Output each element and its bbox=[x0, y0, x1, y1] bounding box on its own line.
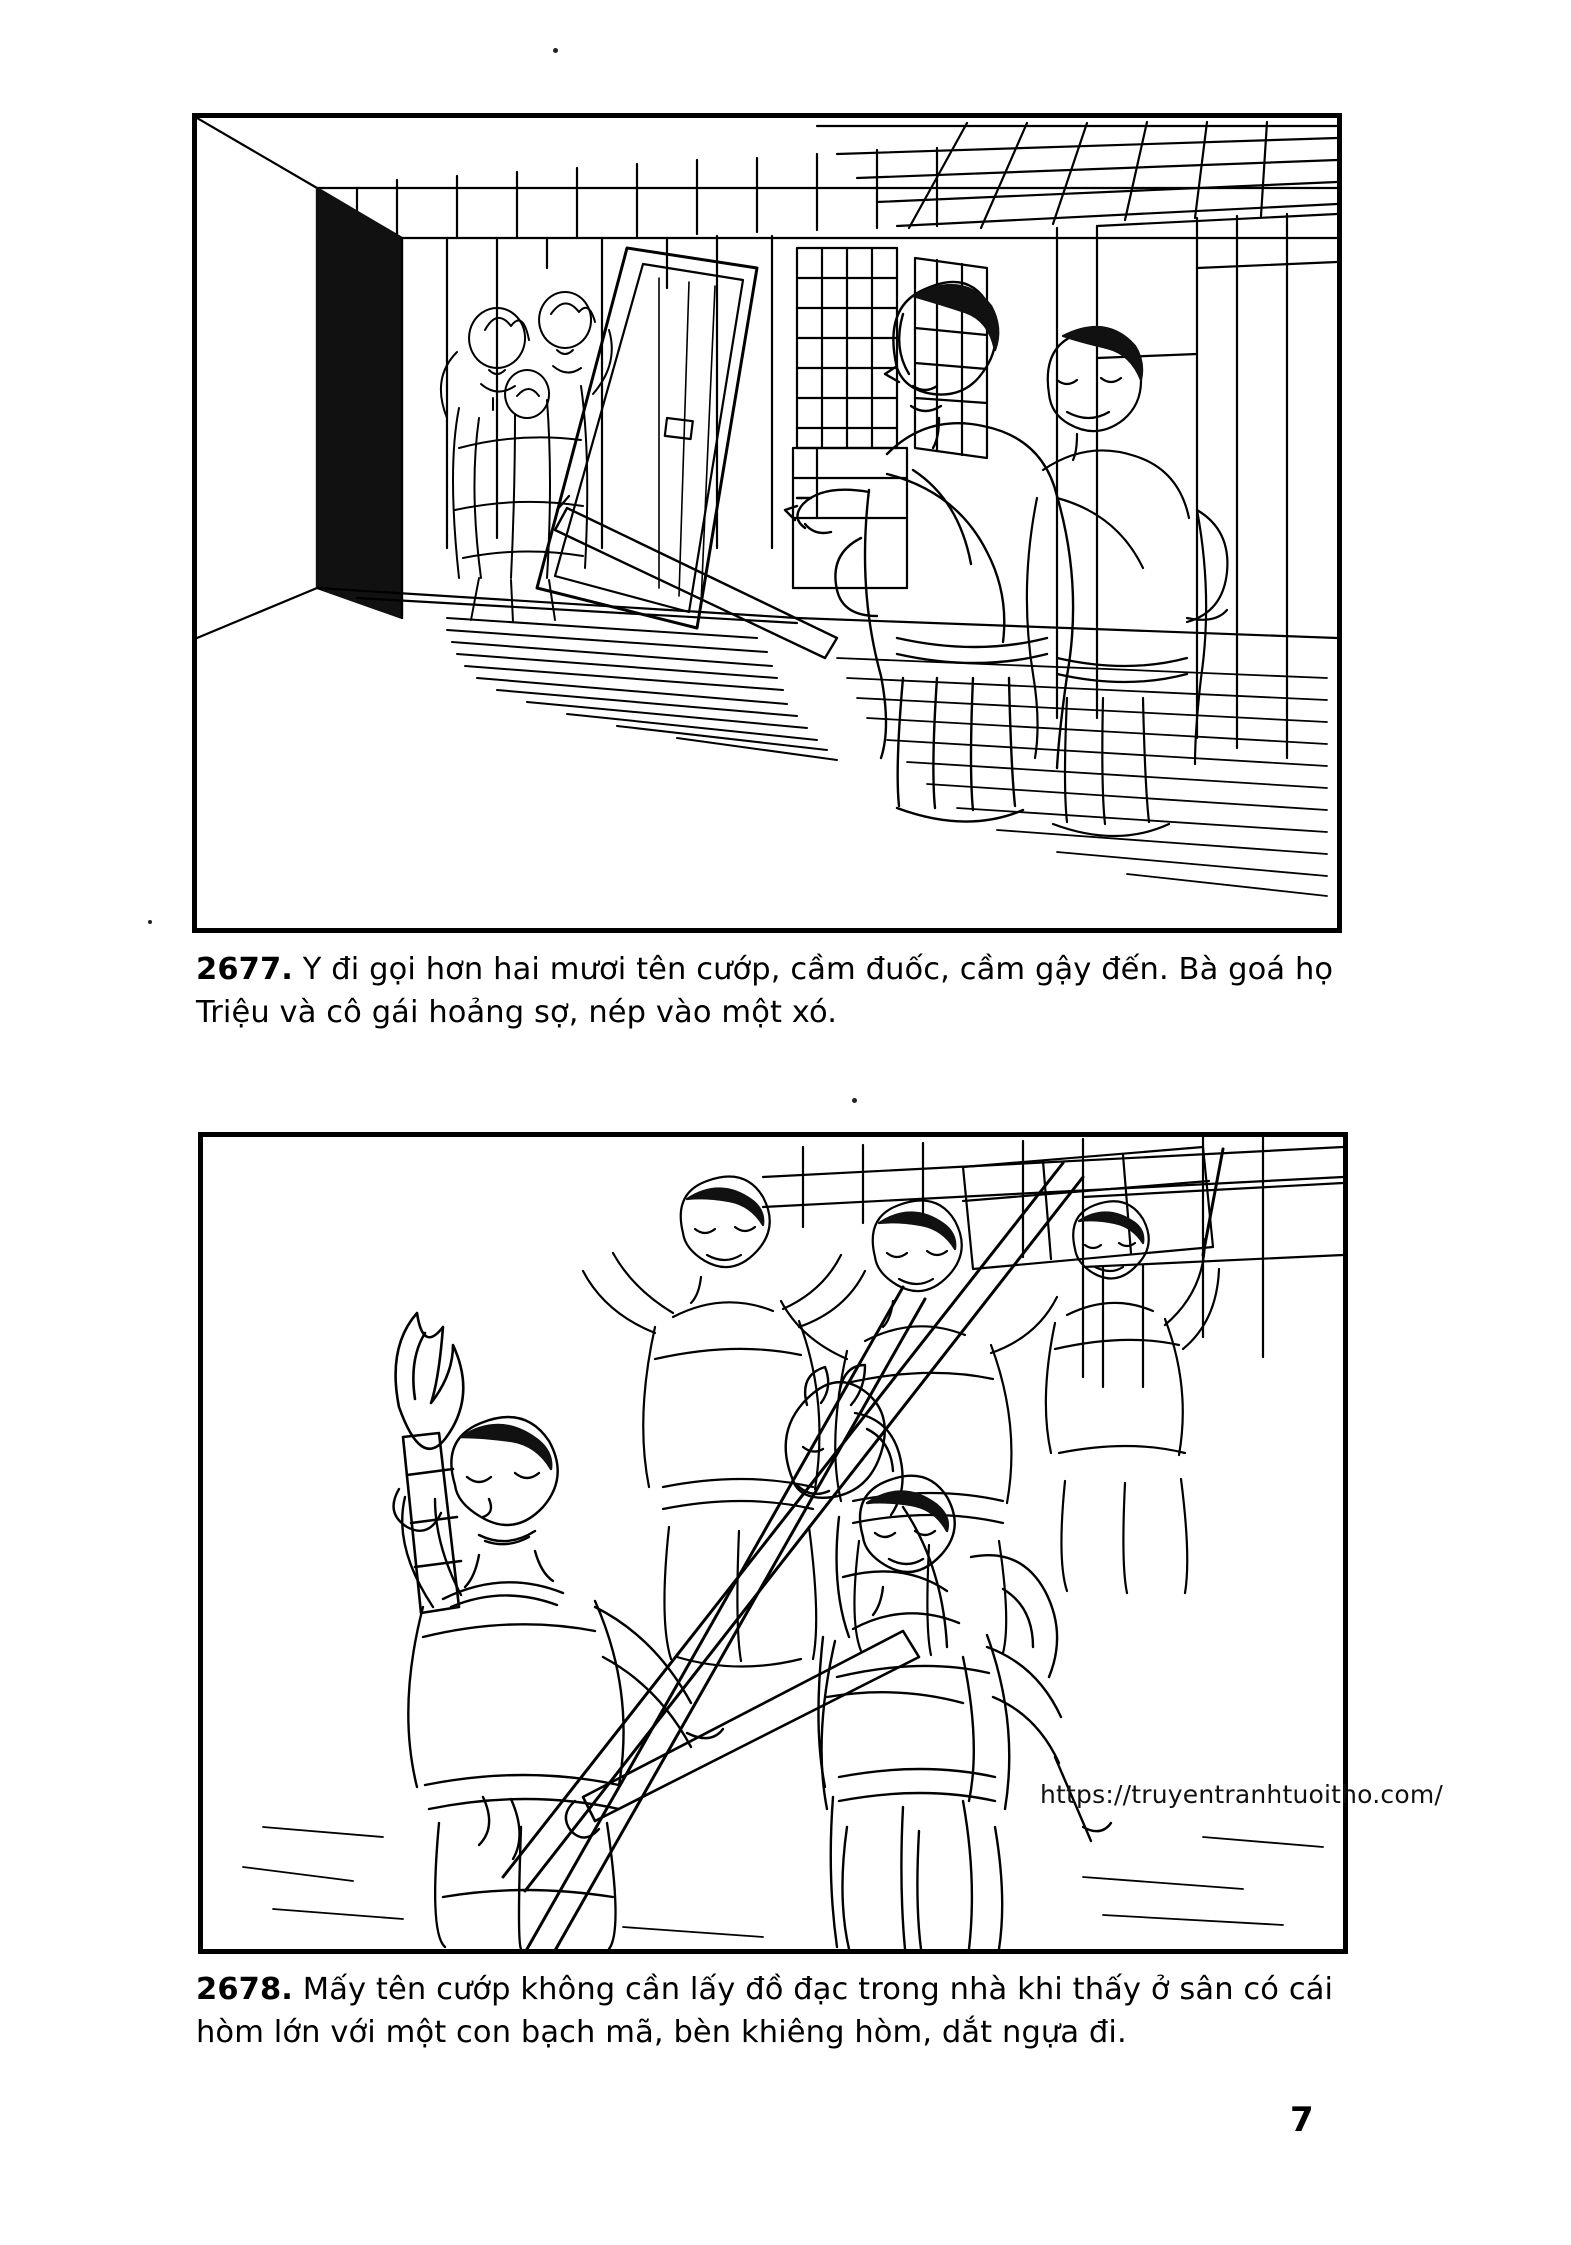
caption-2678 bbox=[196, 1968, 1356, 2055]
caption-2677-number: 2677. bbox=[196, 952, 293, 987]
page-number: 7 bbox=[1290, 2100, 1314, 2140]
print-speck bbox=[852, 1098, 857, 1103]
site-watermark: https://truyentranhtuoitho.com/ bbox=[1040, 1780, 1444, 1809]
panel-2-artwork bbox=[203, 1137, 1343, 1949]
comic-panel-2677 bbox=[192, 113, 1342, 933]
caption-2678-number: 2678. bbox=[196, 1972, 293, 2007]
print-speck bbox=[553, 48, 558, 53]
print-speck bbox=[148, 920, 152, 924]
caption-2677 bbox=[196, 948, 1356, 1035]
comic-panel-2678 bbox=[198, 1132, 1348, 1954]
panel-1-artwork bbox=[197, 118, 1337, 928]
caption-2677-text: Y đi gọi hơn hai mươi tên cướp, cầm đuốc, cầm gậy đến. Bà goá họ Triệu và cô gái hoảng sợ, nép vào một xó. bbox=[196, 952, 1334, 1031]
caption-2678-text: Mấy tên cướp không cần lấy đồ đạc trong nhà khi thấy ở sân có cái hòm lớn với một con bạch mã, bèn khiêng hòm, dắt ngựa đi. bbox=[196, 1972, 1334, 2051]
